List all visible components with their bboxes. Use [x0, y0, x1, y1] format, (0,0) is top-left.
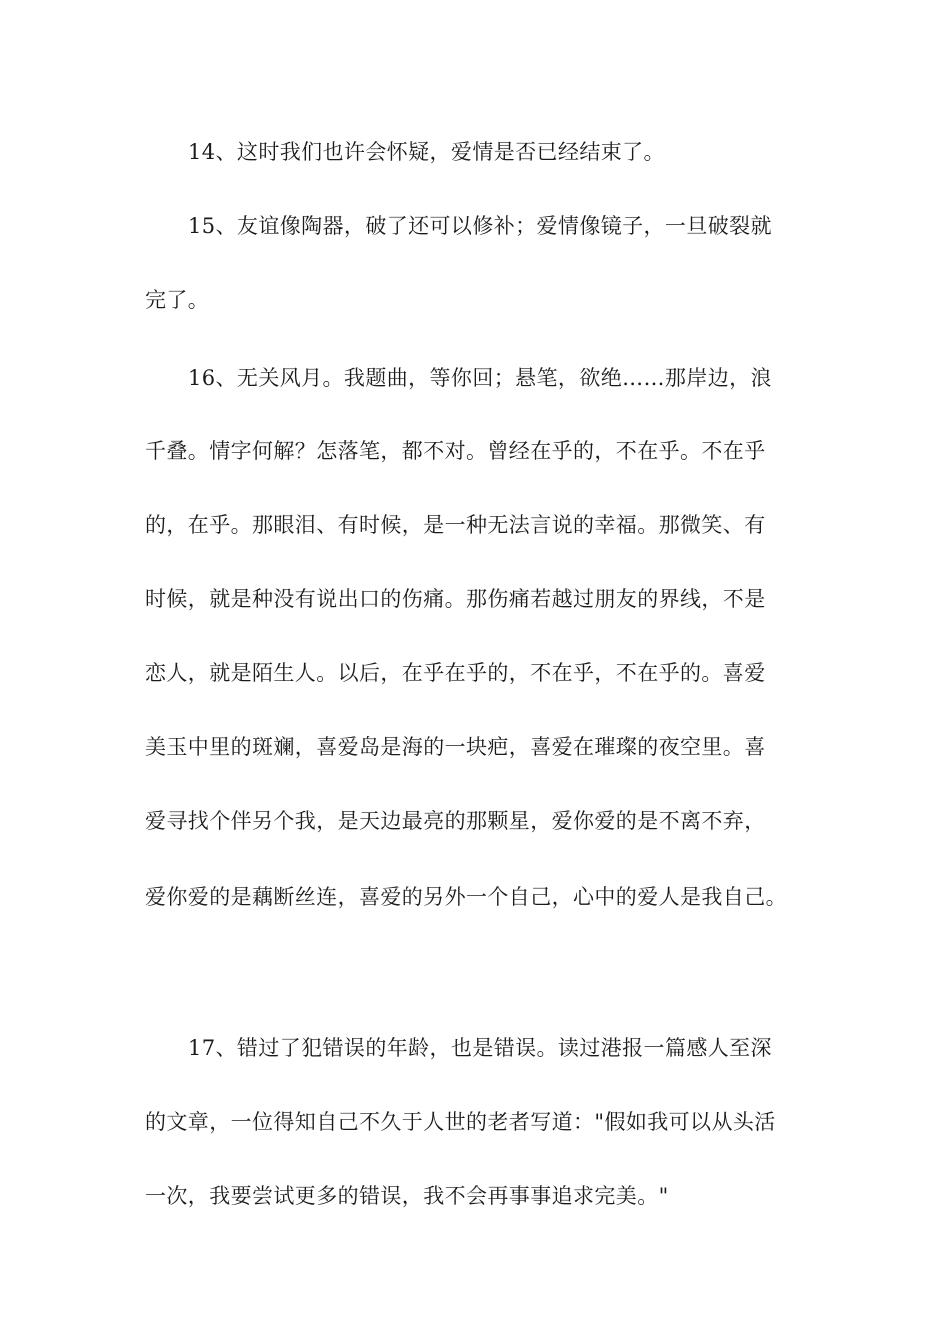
paragraph-17-line-3: 一次，我要尝试更多的错误，我不会再事事追求完美。"	[145, 1184, 669, 1208]
paragraph-16-line-7: 爱寻找个伴另个我，是天边最亮的那颗星，爱你爱的是不离不弃，	[145, 809, 766, 833]
paragraph-15-line-2: 完了。	[145, 288, 210, 312]
paragraph-16-line-8: 爱你爱的是藕断丝连，喜爱的另外一个自己，心中的爱人是我自己。	[145, 885, 787, 909]
paragraph-16-line-1: 16、无关风月。我题曲，等你回；悬笔，欲绝……那岸边，浪	[188, 366, 772, 390]
paragraph-16-line-6: 美玉中里的斑斓，喜爱岛是海的一块疤，喜爱在璀璨的夜空里。喜	[145, 735, 766, 759]
paragraph-16-line-5: 恋人，就是陌生人。以后，在乎在乎的，不在乎，不在乎的。喜爱	[145, 661, 766, 685]
paragraph-16-line-3: 的，在乎。那眼泪、有时候，是一种无法言说的幸福。那微笑、有	[145, 513, 766, 537]
paragraph-15-line-1: 15、友谊像陶器，破了还可以修补；爱情像镜子，一旦破裂就	[188, 214, 772, 238]
paragraph-17-line-2: 的文章，一位得知自己不久于人世的老者写道："假如我可以从头活	[145, 1110, 776, 1134]
paragraph-16-line-4: 时候，就是种没有说出口的伤痛。那伤痛若越过朋友的界线，不是	[145, 587, 766, 611]
paragraph-17-line-1: 17、错过了犯错误的年龄，也是错误。读过港报一篇感人至深	[188, 1036, 772, 1060]
paragraph-14-line-1: 14、这时我们也许会怀疑，爱情是否已经结束了。	[188, 140, 665, 164]
paragraph-16-line-2: 千叠。情字何解？怎落笔，都不对。曾经在乎的，不在乎。不在乎	[145, 439, 766, 463]
